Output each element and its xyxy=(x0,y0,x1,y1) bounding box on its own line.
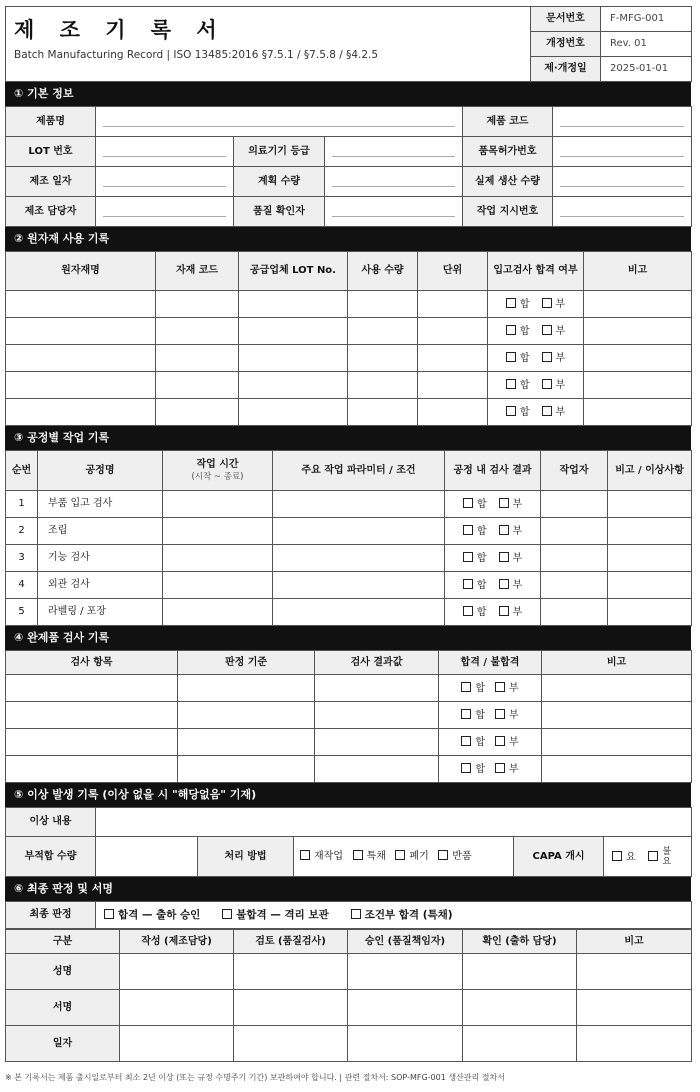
input-cell[interactable] xyxy=(273,491,445,518)
signature-cell[interactable] xyxy=(463,990,577,1026)
input-cell[interactable] xyxy=(542,756,692,783)
incoming-inspection-cell xyxy=(488,399,584,426)
pass-option[interactable]: 합 xyxy=(506,325,530,338)
sign-row-label: 일자 xyxy=(6,1026,120,1062)
pass-option[interactable]: 합 xyxy=(506,352,530,365)
final-pass-option[interactable]: 합격 — 출하 승인 xyxy=(104,909,200,921)
checkbox-icon[interactable] xyxy=(506,379,516,389)
pass-fail-cell xyxy=(439,702,542,729)
fail-option[interactable]: 부 xyxy=(542,406,566,419)
input-cell[interactable] xyxy=(608,572,692,599)
nc-qty-field[interactable] xyxy=(96,837,198,877)
final-inspection-rows xyxy=(6,675,692,783)
process-step-name: 외관 검사 xyxy=(38,572,163,599)
input-cell[interactable] xyxy=(163,572,273,599)
checkbox-icon[interactable] xyxy=(353,850,363,860)
checkbox-icon[interactable] xyxy=(461,736,471,746)
table-row xyxy=(6,756,692,783)
footer-note: ※ 본 기록서는 제품 출시일로부터 최소 2년 이상 (또는 규정 수명주기 기간) 보관하여야 합니다. | 관련 절차서: SOP-MFG-001 생산관리 절차서 xyxy=(5,1073,505,1082)
section-materials-title: ② 원자재 사용 기록 xyxy=(5,227,691,251)
nc-method-label: 처리 방법 xyxy=(198,837,294,877)
table-row xyxy=(6,545,692,572)
pass-fail-cell xyxy=(439,729,542,756)
work-order-field[interactable] xyxy=(553,197,692,227)
table-row xyxy=(6,729,692,756)
input-cell[interactable] xyxy=(239,372,348,399)
table-row xyxy=(6,372,692,399)
checkbox-icon[interactable] xyxy=(499,579,509,589)
input-cell[interactable] xyxy=(541,518,608,545)
pass-option[interactable]: 합 xyxy=(506,379,530,392)
signature-table xyxy=(5,929,692,1062)
final-inspection-table xyxy=(5,650,692,783)
input-cell[interactable] xyxy=(273,599,445,626)
capa-label: CAPA 개시 xyxy=(514,837,604,877)
checkbox-icon[interactable] xyxy=(463,525,473,535)
input-cell[interactable] xyxy=(348,318,418,345)
checkbox-icon[interactable] xyxy=(542,298,552,308)
pass-option[interactable]: 합 xyxy=(461,709,485,722)
fail-option[interactable]: 부 xyxy=(542,325,566,338)
device-class-field[interactable] xyxy=(325,137,463,167)
approval-no-label: 품목허가번호 xyxy=(463,137,553,167)
input-cell[interactable] xyxy=(608,518,692,545)
section-final-inspection-title: ④ 완제품 검사 기록 xyxy=(5,626,691,650)
input-cell[interactable] xyxy=(6,399,156,426)
process-header-operator: 작업자 xyxy=(541,451,608,491)
final-header-remarks: 비고 xyxy=(542,651,692,675)
table-row xyxy=(6,491,692,518)
inprocess-result-cell xyxy=(445,518,541,545)
process-step-name: 부품 입고 검사 xyxy=(38,491,163,518)
section-nonconformance-title: ⑤ 이상 발생 기록 (이상 없을 시 "해당없음" 기재) xyxy=(5,783,691,807)
input-cell[interactable] xyxy=(239,291,348,318)
pass-option[interactable]: 합 xyxy=(463,525,487,538)
materials-header-remarks: 비고 xyxy=(584,252,692,291)
checkbox-icon[interactable] xyxy=(506,352,516,362)
input-cell[interactable] xyxy=(315,702,439,729)
input-cell[interactable] xyxy=(178,729,315,756)
process-step-no: 2 xyxy=(6,518,38,545)
input-cell[interactable] xyxy=(584,345,692,372)
input-cell[interactable] xyxy=(239,318,348,345)
final-decision-table xyxy=(5,901,692,929)
product-name-label: 제품명 xyxy=(6,107,96,137)
checkbox-icon[interactable] xyxy=(648,851,658,861)
process-header-name: 공정명 xyxy=(38,451,163,491)
checkbox-icon[interactable] xyxy=(612,851,622,861)
mfg-manager-label: 제조 담당자 xyxy=(6,197,96,227)
table-row xyxy=(6,954,692,990)
qc-checker-field[interactable] xyxy=(325,197,463,227)
mfg-date-field[interactable] xyxy=(96,167,234,197)
meta-value-doc-no: F-MFG-001 xyxy=(601,7,692,32)
input-cell[interactable] xyxy=(418,291,488,318)
sign-row-label: 서명 xyxy=(6,990,120,1026)
mfg-manager-field[interactable] xyxy=(96,197,234,227)
sign-header-remarks: 비고 xyxy=(577,930,692,954)
fail-option[interactable]: 부 xyxy=(495,709,519,722)
checkbox-icon[interactable] xyxy=(461,763,471,773)
checkbox-icon[interactable] xyxy=(461,709,471,719)
pass-option[interactable]: 합 xyxy=(461,682,485,695)
input-cell[interactable] xyxy=(584,372,692,399)
nonconformance-table xyxy=(5,807,692,877)
checkbox-icon[interactable] xyxy=(495,736,505,746)
input-cell[interactable] xyxy=(542,729,692,756)
actual-qty-label: 실제 생산 수량 xyxy=(463,167,553,197)
process-step-no: 4 xyxy=(6,572,38,599)
fail-option[interactable]: 부 xyxy=(542,379,566,392)
table-row xyxy=(6,702,692,729)
process-rows xyxy=(6,491,692,626)
input-cell[interactable] xyxy=(163,599,273,626)
pass-option[interactable]: 합 xyxy=(506,406,530,419)
signature-cell[interactable] xyxy=(234,990,348,1026)
input-cell[interactable] xyxy=(163,545,273,572)
pass-option[interactable]: 합 xyxy=(461,736,485,749)
product-code-field[interactable] xyxy=(553,107,692,137)
checkbox-icon[interactable] xyxy=(104,909,114,919)
document-title: 제 조 기 록 서 xyxy=(14,18,226,42)
process-step-name: 조립 xyxy=(38,518,163,545)
input-cell[interactable] xyxy=(348,345,418,372)
fail-option[interactable]: 부 xyxy=(495,763,519,776)
sign-header-category: 구분 xyxy=(6,930,120,954)
method-concession-option[interactable]: 특채 xyxy=(353,850,386,863)
capa-no-option[interactable]: 불요 xyxy=(648,847,672,867)
input-cell[interactable] xyxy=(541,545,608,572)
materials-header-unit: 단위 xyxy=(418,252,488,291)
table-row xyxy=(6,518,692,545)
input-cell[interactable] xyxy=(163,518,273,545)
final-decision-label: 최종 판정 xyxy=(6,902,96,929)
inprocess-result-cell xyxy=(445,572,541,599)
fail-option[interactable]: 부 xyxy=(495,682,519,695)
input-cell[interactable] xyxy=(273,572,445,599)
process-header-params: 주요 작업 파라미터 / 조건 xyxy=(273,451,445,491)
checkbox-icon[interactable] xyxy=(463,579,473,589)
fail-option[interactable]: 부 xyxy=(542,298,566,311)
pass-fail-cell xyxy=(439,675,542,702)
document-header xyxy=(5,6,692,82)
incoming-inspection-cell xyxy=(488,318,584,345)
checkbox-icon[interactable] xyxy=(495,709,505,719)
input-cell[interactable] xyxy=(6,372,156,399)
table-row xyxy=(6,345,692,372)
checkbox-icon[interactable] xyxy=(499,498,509,508)
signature-cell[interactable] xyxy=(120,990,234,1026)
input-cell[interactable] xyxy=(273,545,445,572)
input-cell[interactable] xyxy=(6,675,178,702)
input-cell[interactable] xyxy=(584,399,692,426)
meta-value-rev-date: 2025-01-01 xyxy=(601,57,692,82)
input-cell[interactable] xyxy=(542,702,692,729)
input-cell[interactable] xyxy=(608,599,692,626)
table-row xyxy=(6,572,692,599)
checkbox-icon[interactable] xyxy=(461,682,471,692)
capa-options xyxy=(604,837,692,877)
materials-rows xyxy=(6,291,692,426)
meta-value-revision: Rev. 01 xyxy=(601,32,692,57)
section-final-decision-title: ⑥ 최종 판정 및 서명 xyxy=(5,877,691,901)
table-row xyxy=(6,399,692,426)
checkbox-icon[interactable] xyxy=(300,850,310,860)
pass-option[interactable]: 합 xyxy=(463,498,487,511)
pass-option[interactable]: 합 xyxy=(461,763,485,776)
checkbox-icon[interactable] xyxy=(506,298,516,308)
signature-cell[interactable] xyxy=(577,990,692,1026)
input-cell[interactable] xyxy=(6,318,156,345)
sign-header-reviewed: 검토 (품질검사) xyxy=(234,930,348,954)
process-header-time xyxy=(163,451,273,491)
planned-qty-label: 계획 수량 xyxy=(234,167,325,197)
section-process-title: ③ 공정별 작업 기록 xyxy=(5,426,691,450)
device-class-label: 의료기기 등급 xyxy=(234,137,325,167)
checkbox-icon[interactable] xyxy=(542,406,552,416)
meta-label-rev-date: 제·개정일 xyxy=(531,57,601,82)
signature-rows xyxy=(6,954,692,1062)
document-subtitle: Batch Manufacturing Record | ISO 13485:2016 §7.5.1 / §7.5.8 / §4.2.5 xyxy=(14,49,379,61)
incoming-inspection-cell xyxy=(488,291,584,318)
input-cell[interactable] xyxy=(315,675,439,702)
product-code-label: 제품 코드 xyxy=(463,107,553,137)
sign-header-approved: 승인 (품질책임자) xyxy=(348,930,463,954)
actual-qty-field[interactable] xyxy=(553,167,692,197)
capa-yes-option[interactable]: 요 xyxy=(612,851,636,864)
input-cell[interactable] xyxy=(178,756,315,783)
input-cell[interactable] xyxy=(584,318,692,345)
final-header-pass-fail: 합격 / 불합격 xyxy=(439,651,542,675)
fail-option[interactable]: 부 xyxy=(499,498,523,511)
process-table xyxy=(5,450,692,626)
final-header-criteria: 판정 기준 xyxy=(178,651,315,675)
input-cell[interactable] xyxy=(239,399,348,426)
signature-cell[interactable] xyxy=(234,954,348,990)
nc-method-options xyxy=(294,837,514,877)
signature-cell[interactable] xyxy=(234,1026,348,1062)
input-cell[interactable] xyxy=(541,572,608,599)
input-cell[interactable] xyxy=(6,729,178,756)
materials-header-name: 원자재명 xyxy=(6,252,156,291)
product-name-field[interactable] xyxy=(96,107,463,137)
checkbox-icon[interactable] xyxy=(495,763,505,773)
final-conditional-option[interactable]: 조건부 합격 (특채) xyxy=(351,909,453,921)
input-cell[interactable] xyxy=(178,702,315,729)
checkbox-icon[interactable] xyxy=(222,909,232,919)
input-cell[interactable] xyxy=(6,291,156,318)
input-cell[interactable] xyxy=(6,702,178,729)
input-cell[interactable] xyxy=(542,675,692,702)
signature-cell[interactable] xyxy=(348,990,463,1026)
checkbox-icon[interactable] xyxy=(499,606,509,616)
method-return-option[interactable]: 반품 xyxy=(438,850,471,863)
sign-header-prepared: 작성 (제조담당) xyxy=(120,930,234,954)
input-cell[interactable] xyxy=(156,318,239,345)
signature-cell[interactable] xyxy=(577,1026,692,1062)
signature-cell[interactable] xyxy=(577,954,692,990)
fail-option[interactable]: 부 xyxy=(499,579,523,592)
section-basic-info-title: ① 기본 정보 xyxy=(5,82,691,106)
process-step-no: 3 xyxy=(6,545,38,572)
nc-content-label: 이상 내용 xyxy=(6,808,96,837)
input-cell[interactable] xyxy=(541,599,608,626)
pass-option[interactable]: 합 xyxy=(506,298,530,311)
input-cell[interactable] xyxy=(273,518,445,545)
qc-checker-label: 품질 확인자 xyxy=(234,197,325,227)
input-cell[interactable] xyxy=(156,291,239,318)
batch-record-document xyxy=(5,6,691,1062)
input-cell[interactable] xyxy=(418,399,488,426)
pass-option[interactable]: 합 xyxy=(463,606,487,619)
table-row xyxy=(6,318,692,345)
incoming-inspection-cell xyxy=(488,372,584,399)
checkbox-icon[interactable] xyxy=(463,498,473,508)
signature-cell[interactable] xyxy=(348,1026,463,1062)
incoming-inspection-cell xyxy=(488,345,584,372)
input-cell[interactable] xyxy=(608,545,692,572)
planned-qty-field[interactable] xyxy=(325,167,463,197)
input-cell[interactable] xyxy=(315,729,439,756)
table-row xyxy=(6,675,692,702)
input-cell[interactable] xyxy=(6,756,178,783)
checkbox-icon[interactable] xyxy=(506,406,516,416)
final-fail-option[interactable]: 불합격 — 격리 보관 xyxy=(222,909,328,921)
meta-label-revision: 개정번호 xyxy=(531,32,601,57)
process-step-name: 기능 검사 xyxy=(38,545,163,572)
process-header-inprocess-result: 공정 내 검사 결과 xyxy=(445,451,541,491)
approval-no-field[interactable] xyxy=(553,137,692,167)
checkbox-icon[interactable] xyxy=(499,525,509,535)
input-cell[interactable] xyxy=(156,372,239,399)
process-header-time-sub: (시작 ~ 종료) xyxy=(191,471,244,482)
sign-header-confirmed: 확인 (출하 담당) xyxy=(463,930,577,954)
method-rework-option[interactable]: 재작업 xyxy=(300,850,343,863)
process-step-name: 라벨링 / 포장 xyxy=(38,599,163,626)
process-step-no: 1 xyxy=(6,491,38,518)
checkbox-icon[interactable] xyxy=(495,682,505,692)
input-cell[interactable] xyxy=(584,291,692,318)
checkbox-icon[interactable] xyxy=(351,909,361,919)
pass-option[interactable]: 합 xyxy=(463,552,487,565)
basic-info-table xyxy=(5,106,692,227)
meta-label-doc-no: 문서번호 xyxy=(531,7,601,32)
materials-table xyxy=(5,251,692,426)
pass-fail-cell xyxy=(439,756,542,783)
materials-header-supplier-lot: 공급업체 LOT No. xyxy=(239,252,348,291)
input-cell[interactable] xyxy=(239,345,348,372)
mfg-date-label: 제조 일자 xyxy=(6,167,96,197)
checkbox-icon[interactable] xyxy=(499,552,509,562)
sign-row-label: 성명 xyxy=(6,954,120,990)
inprocess-result-cell xyxy=(445,491,541,518)
materials-header-incoming-inspection: 입고검사 합격 여부 xyxy=(488,252,584,291)
process-header-no: 순번 xyxy=(6,451,38,491)
final-header-item: 검사 항목 xyxy=(6,651,178,675)
pass-option[interactable]: 합 xyxy=(463,579,487,592)
checkbox-icon[interactable] xyxy=(542,352,552,362)
process-header-remarks: 비고 / 이상사항 xyxy=(608,451,692,491)
input-cell[interactable] xyxy=(156,399,239,426)
work-order-label: 작업 지시번호 xyxy=(463,197,553,227)
input-cell[interactable] xyxy=(163,491,273,518)
final-decision-options xyxy=(96,902,692,929)
materials-header-code: 자재 코드 xyxy=(156,252,239,291)
fail-option[interactable]: 부 xyxy=(542,352,566,365)
table-row xyxy=(6,291,692,318)
materials-header-qty: 사용 수량 xyxy=(348,252,418,291)
input-cell[interactable] xyxy=(156,345,239,372)
table-row xyxy=(6,599,692,626)
signature-cell[interactable] xyxy=(120,954,234,990)
fail-option[interactable]: 부 xyxy=(499,525,523,538)
fail-option[interactable]: 부 xyxy=(499,606,523,619)
input-cell[interactable] xyxy=(315,756,439,783)
checkbox-icon[interactable] xyxy=(463,606,473,616)
input-cell[interactable] xyxy=(418,345,488,372)
checkbox-icon[interactable] xyxy=(463,552,473,562)
checkbox-icon[interactable] xyxy=(542,325,552,335)
signature-cell[interactable] xyxy=(120,1026,234,1062)
signature-cell[interactable] xyxy=(463,954,577,990)
table-row xyxy=(6,990,692,1026)
title-block xyxy=(6,7,531,82)
lot-no-label: LOT 번호 xyxy=(6,137,96,167)
process-step-no: 5 xyxy=(6,599,38,626)
input-cell[interactable] xyxy=(348,291,418,318)
input-cell[interactable] xyxy=(348,372,418,399)
checkbox-icon[interactable] xyxy=(438,850,448,860)
fail-option[interactable]: 부 xyxy=(499,552,523,565)
input-cell[interactable] xyxy=(418,318,488,345)
checkbox-icon[interactable] xyxy=(542,379,552,389)
signature-cell[interactable] xyxy=(348,954,463,990)
input-cell[interactable] xyxy=(608,491,692,518)
lot-no-field[interactable] xyxy=(96,137,234,167)
input-cell[interactable] xyxy=(418,372,488,399)
process-header-time-label: 작업 시간 xyxy=(196,458,239,470)
nc-qty-label: 부적합 수량 xyxy=(6,837,96,877)
method-scrap-option[interactable]: 폐기 xyxy=(395,850,428,863)
inprocess-result-cell xyxy=(445,545,541,572)
inprocess-result-cell xyxy=(445,599,541,626)
checkbox-icon[interactable] xyxy=(506,325,516,335)
nc-content-field[interactable] xyxy=(96,808,692,837)
final-header-result-value: 검사 결과값 xyxy=(315,651,439,675)
checkbox-icon[interactable] xyxy=(395,850,405,860)
input-cell[interactable] xyxy=(6,345,156,372)
fail-option[interactable]: 부 xyxy=(495,736,519,749)
table-row xyxy=(6,1026,692,1062)
input-cell[interactable] xyxy=(178,675,315,702)
signature-cell[interactable] xyxy=(463,1026,577,1062)
input-cell[interactable] xyxy=(348,399,418,426)
input-cell[interactable] xyxy=(541,491,608,518)
